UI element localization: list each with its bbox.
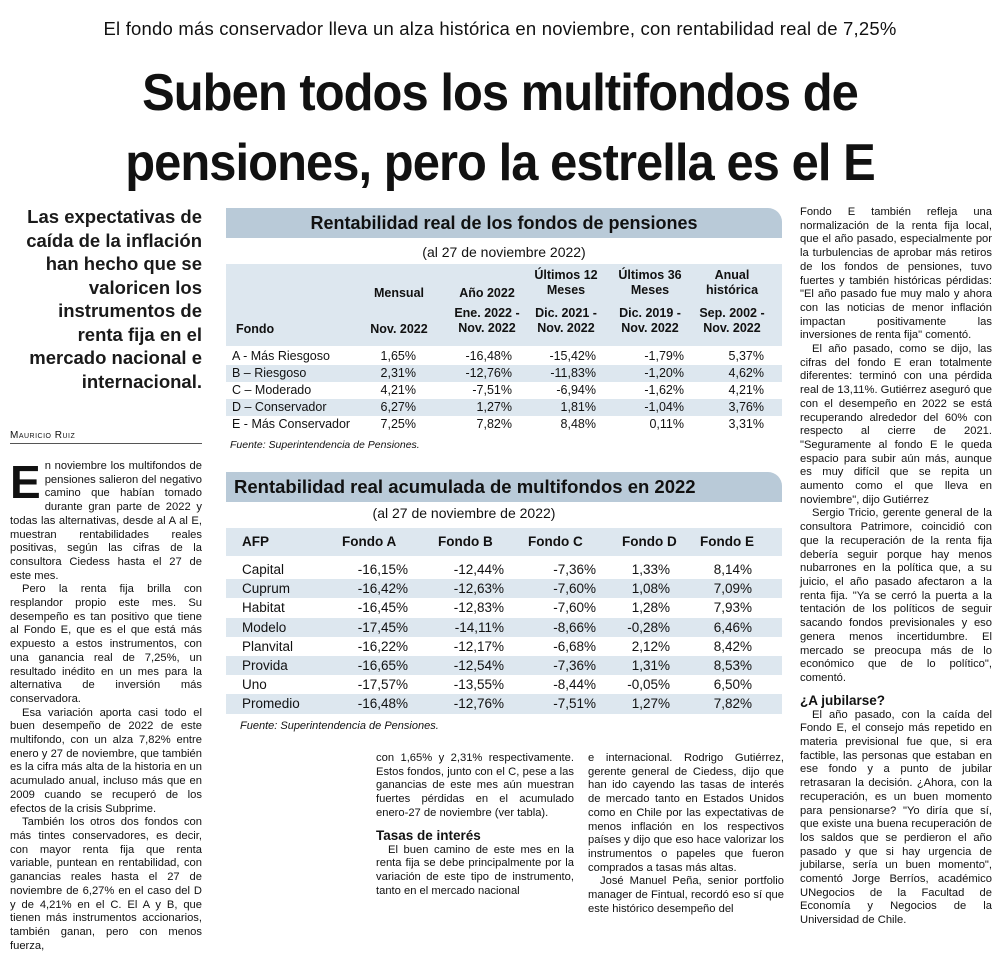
cell-value: -16,65% (357, 657, 408, 673)
article-column-4 (800, 206, 992, 928)
lead-summary: Las expectativas de caída de la inflación han hecho que se valoricen los instrumentos de renta fija en el mercado nacional e internacional. (26, 206, 202, 392)
cell-value: 1,81% (560, 400, 596, 414)
article-column-3 (588, 752, 784, 916)
header-anio-period: Ene. 2022 - Nov. 2022 (454, 306, 520, 335)
cell-value: 1,65% (380, 349, 416, 363)
cell-value: 4,21% (728, 383, 764, 397)
paragraph: Fondo E también refleja una normalización de la renta fija local, que el año pasado, especialmente por la turbulencias de aprobar más retiros de los fondos de pensiones, tuvo fuertes y también históricas pérdidas: "El año pasado fue muy malo y ahora con las noticias de menor inflación impactan positivamente las inversiones de renta fija" comentó. (800, 206, 992, 342)
cell-value: -16,15% (357, 562, 408, 577)
cell-value: 7,93% (713, 600, 752, 616)
headline (30, 58, 970, 198)
paragraph: Pero la renta fija brilla con resplandor propio este mes. Su desempeño es tan positivo que tiene al Fondo E, que es el que está más expuesto a estos instrumentos, con una ganancia real de 7,25%, un resultado inédito en un mes para la alternativa de inversión más conservadora. (10, 583, 202, 705)
paragraph: En noviembre los multifondos de pensiones salieron del negativo camino que habían tomado durante gran parte de 2022 y todas las alternativas, desde al A al E, muestran rentabilidades reales positivas, según las cifras de la consultora Ciedess hasta el 27 de este mes. (10, 456, 202, 582)
cell-value: 1,27% (476, 400, 512, 414)
cell-afp: Provida (242, 657, 288, 673)
cell-value: -0,28% (627, 619, 670, 635)
table-row (226, 637, 782, 656)
cell-value: -12,54% (453, 657, 504, 673)
paragraph: El buen camino de este mes en la renta fija se debe principalmente por la variación de este tipo de instrumento, tanto en el mercado nacional (376, 843, 574, 897)
paragraph: con 1,65% y 2,31% respectivamente. Estos fondos, junto con el C, pese a las ganancias de este mes aún muestran fuertes pérdidas en el acumulado enero-27 de noviembre (ver tabla). (376, 752, 574, 819)
table-title: Rentabilidad real acumulada de multifondos en 2022 (226, 472, 782, 502)
cell-value: 3,31% (728, 417, 764, 431)
paragraph: e internacional. Rodrigo Gutiérrez, gerente general de Ciedess, dijo que han ido cayendo las tasas de interés de mercado tanto en Estados Unidos como en Chile por las expectativas de menos inflación en los respectivos países y dijo que eso hace valorizar los instrumentos o papeles que fueron comprados a tasas más altas. (588, 752, 784, 874)
cell-value: 1,28% (631, 600, 670, 616)
cell-value: 6,27% (380, 400, 416, 414)
cell-value: 5,37% (728, 349, 764, 363)
cell-value: -0,05% (627, 677, 670, 693)
cell-value: -12,76% (465, 366, 512, 380)
cell-value: 8,14% (713, 562, 752, 577)
cell-value: 7,25% (380, 417, 416, 431)
article-column-2 (376, 752, 574, 898)
section-subhead: ¿A jubilarse? (800, 692, 886, 708)
paragraph: Sergio Tricio, gerente general de la consultora Patrimore, coincidió con que la recuperación de la renta fija debería seguir porque hay menos nubarrones en la política que, a su juicio, el año pasado afectaron a la renta fija. "Ya se cerró la puerta a la tentación de los políticos de seguir sacando fondos previsionales y eso genera menos incertidumbre. El mercado se preocupa más de lo económico que de lo político", comentó. (800, 507, 992, 684)
cell-value: -12,83% (453, 600, 504, 616)
cell-afp: Planvital (242, 638, 294, 654)
headline-line-1: Suben todos los multifondos de (142, 64, 858, 122)
cell-afp: Promedio (242, 696, 300, 712)
cell-value: -13,55% (453, 677, 504, 693)
table-header (226, 264, 782, 346)
cell-fondo: A - Más Riesgoso (232, 349, 330, 363)
cell-value: -17,45% (357, 619, 408, 635)
header-fondo: Fondo (236, 322, 275, 336)
cell-value: -17,57% (357, 677, 408, 693)
cell-value: 1,08% (631, 581, 670, 597)
table-row (226, 675, 782, 694)
table-title: Rentabilidad real de los fondos de pensiones (226, 208, 782, 238)
cell-afp: Cuprum (242, 581, 291, 597)
cell-value: -7,51% (472, 383, 512, 397)
kicker: El fondo más conservador lleva un alza histórica en noviembre, con rentabilidad real de 7,25% (103, 18, 897, 39)
cell-value: -14,11% (454, 619, 504, 635)
cell-value: -12,44% (453, 562, 504, 577)
paragraph: El año pasado, como se dijo, las cifras del fondo E eran totalmente diferentes: terminó con una pérdida real de 13,11%. Gutiérrez aseguró que con el desempeño en 2022 se está recuperando alrededor del 60% con respecto al cierre de 2021. "Seguramente al fondo E le queda espacio para subir aún más, aunque es muy difícil que se repita un aumento como el que lleva en noviembre", dijo Gutiérrez (800, 343, 992, 506)
cell-afp: Habitat (242, 600, 285, 616)
paragraph: También los otros dos fondos con más tintes conservadores, es decir, con mayor renta fija que renta variable, puntean en rentabilidad, con ganancias reales hasta el 27 de noviembre de 6,27% en el caso del D y de 4,21% en el C. El A y B, que tienen más instrumentos accionarios, también ganan, pero con menos fuerza, (10, 816, 202, 952)
cell-fondo: D – Conservador (232, 400, 327, 414)
byline (10, 430, 202, 444)
cell-value: 7,82% (713, 696, 752, 712)
table-body (226, 348, 782, 433)
cell-fondo: C – Moderado (232, 383, 312, 397)
table-header (226, 528, 782, 556)
table-body (226, 560, 782, 714)
cell-value: -16,48% (357, 696, 408, 712)
header-fondo-d: Fondo D (622, 534, 677, 549)
cell-value: 1,27% (631, 696, 670, 712)
cell-value: -1,62% (644, 383, 684, 397)
cell-value: -16,42% (357, 581, 408, 597)
cell-value: -1,79% (644, 349, 684, 363)
cell-fondo: E - Más Conservador (232, 417, 351, 431)
table-row (226, 416, 782, 433)
table-subtitle: (al 27 de noviembre 2022) (422, 244, 586, 260)
cell-value: 8,48% (560, 417, 596, 431)
cell-value: -8,44% (553, 677, 596, 693)
table-row (226, 348, 782, 365)
cell-afp: Capital (242, 562, 285, 577)
table-row (226, 598, 782, 617)
cell-value: -7,60% (553, 581, 596, 597)
cell-value: -11,83% (550, 366, 596, 380)
header-historica: Anual histórica (705, 268, 759, 297)
author-name: Mauricio Ruiz (10, 430, 76, 441)
cell-value: 1,33% (631, 562, 670, 577)
table-row (226, 399, 782, 416)
cell-value: 7,82% (476, 417, 512, 431)
cell-value: 2,31% (380, 366, 416, 380)
cell-value: -7,36% (553, 562, 596, 577)
header-12m: Últimos 12 Meses (534, 268, 598, 297)
cell-value: -7,60% (553, 600, 596, 616)
table-row (226, 656, 782, 675)
table-row (226, 560, 782, 579)
table-row (226, 618, 782, 637)
table-row (226, 382, 782, 399)
paragraph: José Manuel Peña, senior portfolio manager de Fintual, recordó eso sí que este histórico desempeño del (588, 875, 784, 915)
paragraph: Esa variación aporta casi todo el buen desempeño de 2022 de este multifondo, con un alza 7,82% entre enero y 27 de noviembre, que también es la cifra más alta de la historia en un acumulado anual, incluso más que en 2009 cuando se recuperó de los efectos de la crisis Subprime. (10, 706, 202, 815)
cell-value: -8,66% (553, 619, 596, 635)
cell-value: 8,42% (713, 638, 752, 654)
cell-value: -7,36% (553, 657, 596, 673)
header-anio: Año 2022 (459, 286, 515, 300)
cell-value: 0,11% (649, 417, 684, 431)
header-36m-period: Dic. 2019 - Nov. 2022 (619, 306, 681, 335)
cell-value: -16,22% (357, 638, 408, 654)
cell-value: 1,31% (631, 657, 670, 673)
cell-value: -1,04% (644, 400, 684, 414)
header-mensual-period: Nov. 2022 (370, 322, 428, 336)
cell-value: 4,62% (728, 366, 764, 380)
cell-value: -12,17% (453, 638, 504, 654)
table-subtitle: (al 27 de noviembre de 2022) (372, 505, 556, 521)
cell-value: -12,63% (453, 581, 504, 597)
cell-value: 3,76% (728, 400, 764, 414)
cell-value: -7,51% (553, 696, 596, 712)
cell-value: -6,94% (556, 383, 596, 397)
cell-value: -16,45% (357, 600, 408, 616)
header-fondo-b: Fondo B (438, 534, 493, 549)
cell-afp: Modelo (242, 619, 287, 635)
afp-returns-table (226, 472, 782, 732)
cell-value: -12,76% (453, 696, 504, 712)
cell-value: 4,21% (380, 383, 416, 397)
pension-returns-table (226, 208, 782, 451)
cell-value: 2,12% (631, 638, 670, 654)
header-afp: AFP (242, 534, 269, 549)
cell-afp: Uno (242, 677, 267, 693)
table-row (226, 694, 782, 713)
cell-fondo: B – Riesgoso (232, 366, 307, 380)
cell-value: 6,46% (713, 619, 752, 635)
header-fondo-a: Fondo A (342, 534, 397, 549)
header-fondo-c: Fondo C (528, 534, 583, 549)
cell-value: 6,50% (713, 677, 752, 693)
table-row (226, 579, 782, 598)
headline-line-2: pensiones, pero la estrella es el E (125, 134, 875, 192)
header-36m: Últimos 36 Meses (618, 268, 682, 297)
header-12m-period: Dic. 2021 - Nov. 2022 (535, 306, 597, 335)
header-fondo-e: Fondo E (700, 534, 754, 549)
article-column-1 (10, 456, 202, 953)
table-source: Fuente: Superintendencia de Pensiones. (240, 719, 439, 732)
table-row (226, 365, 782, 382)
drop-cap: E (10, 456, 41, 508)
paragraph: El año pasado, con la caída del Fondo E, el consejo más repetido en materia previsional fue que, si era factible, las personas que estaban en ese fondo y a punto de jubilar retrasaran la decisión. ¿Ahora, con la recuperación, es un buen momento para pensionarse? "Yo diría que sí, que existe una buena recuperación de los saldos que se perdieron el año pasado y que si hay urgencia de jubilarse, sería un buen momento", comentó Jorge Berríos, académico UNegocios de la Facultad de Economía y Negocios de la Universidad de Chile. (800, 708, 992, 927)
cell-value: -15,42% (549, 349, 596, 363)
table-source: Fuente: Superintendencia de Pensiones. (230, 439, 420, 451)
cell-value: -1,20% (644, 366, 684, 380)
section-subhead: Tasas de interés (376, 827, 481, 843)
cell-value: 7,09% (713, 581, 752, 597)
cell-value: -16,48% (465, 349, 512, 363)
cell-value: -6,68% (553, 638, 596, 654)
header-mensual: Mensual (373, 286, 424, 300)
cell-value: 8,53% (713, 657, 752, 673)
header-historica-period: Sep. 2002 - Nov. 2022 (699, 306, 765, 335)
